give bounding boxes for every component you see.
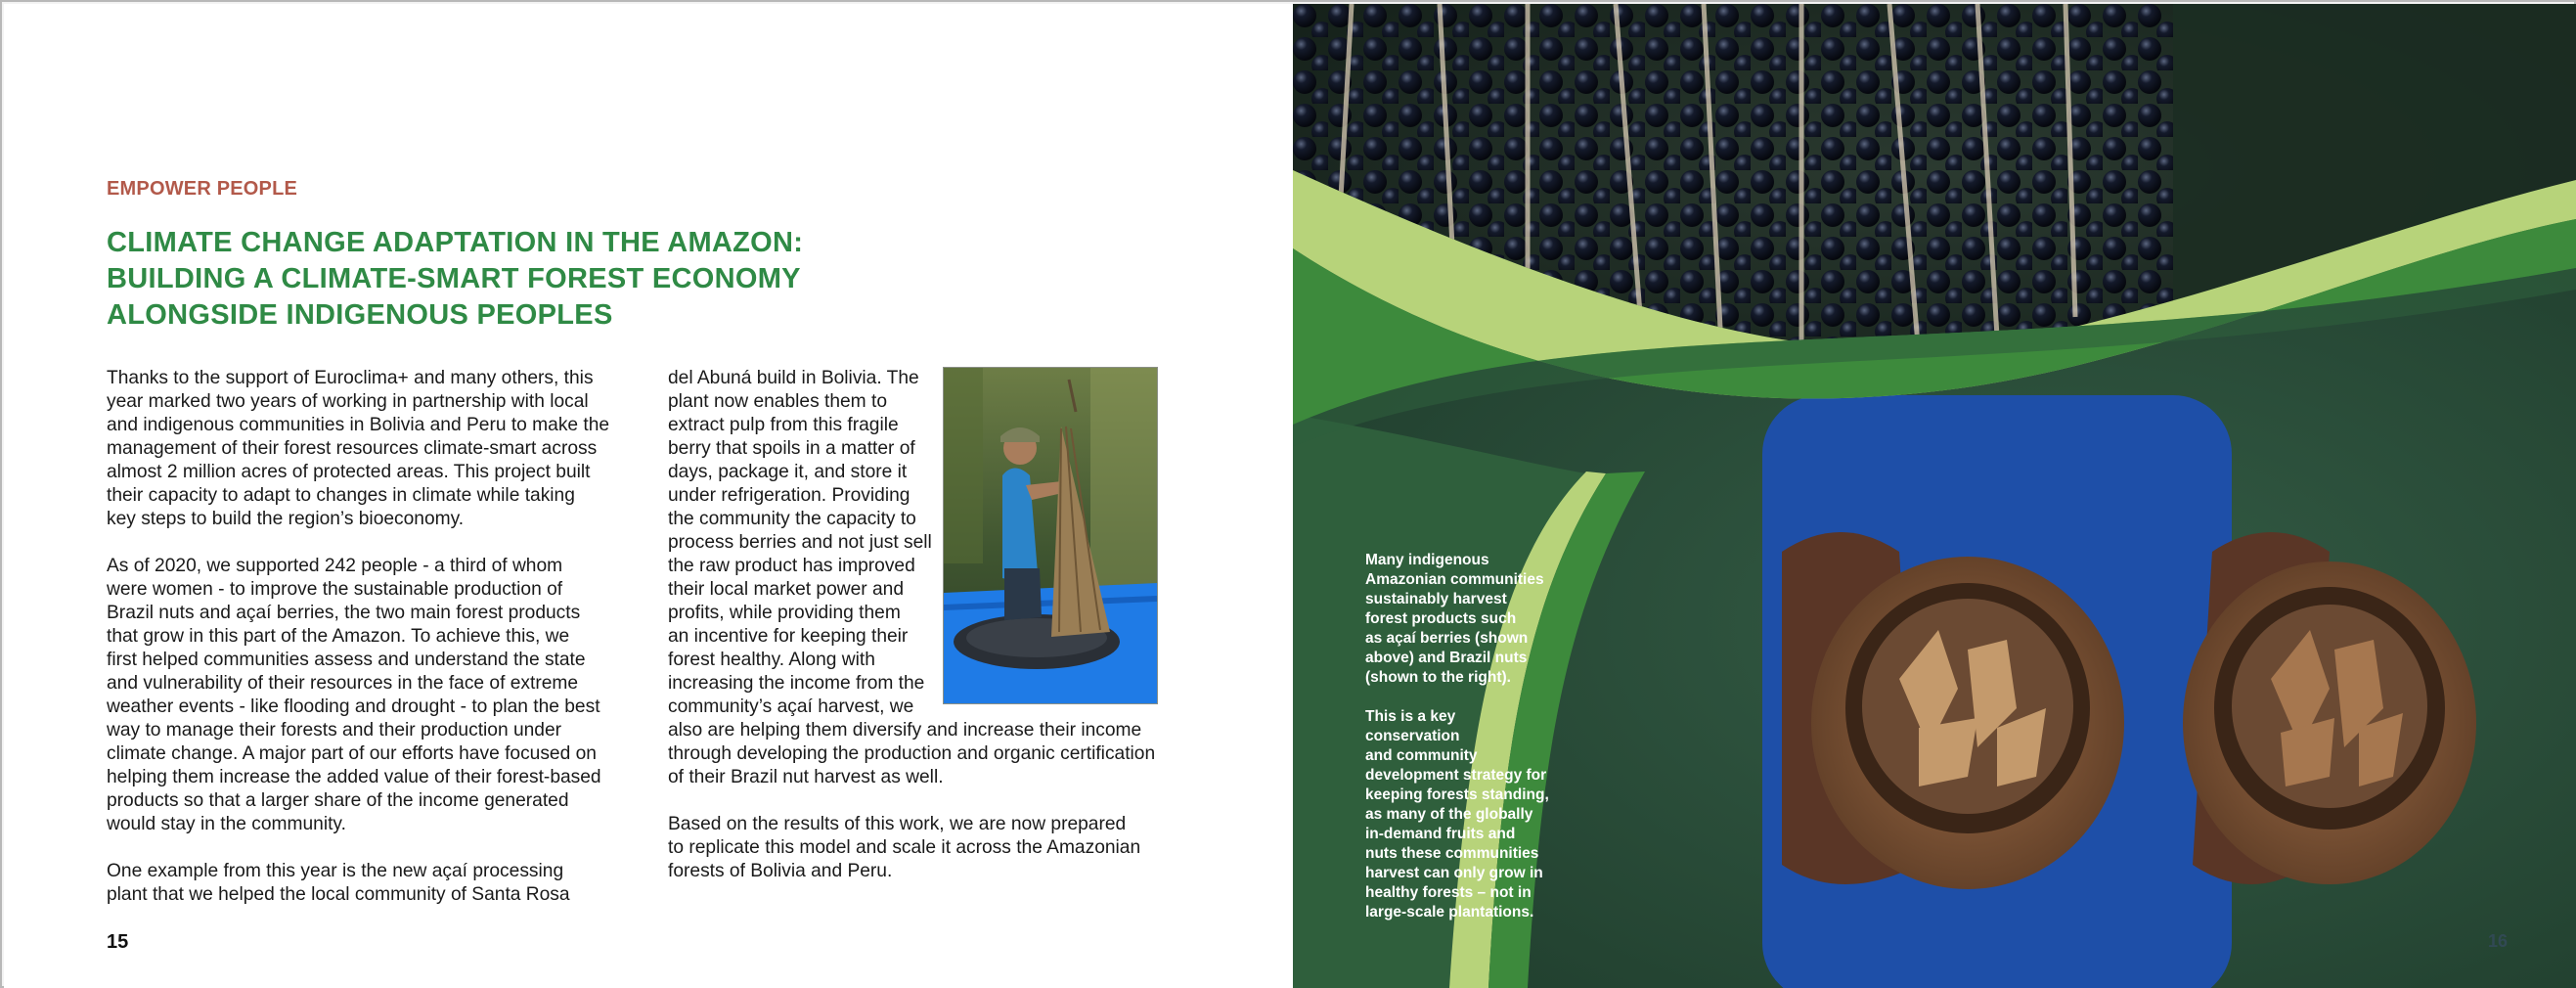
body-paragraph: del Abuná build in Bolivia. The plant now enables them to extract pulp from this fragile berry that spoils in a matter of days, package it, and store it under refrigeration. Providing the community the capacity to process berries and not just sell the raw product has improved their local market power and profits, while providing them an incentive for keeping their forest healthy. Along with increasing the income from the community’s açaí harvest, we also are helping them diversify and increase their income through developing the production and organic certification of their Brazil nut harvest as well. — [668, 368, 1156, 787]
page-headline — [107, 225, 987, 334]
page-number: 15 — [107, 931, 129, 953]
section-kicker: EMPOWER PEOPLE — [107, 178, 298, 200]
farmer-photo — [943, 367, 1158, 704]
photo-caption — [1365, 551, 1551, 942]
body-column-1 — [107, 367, 615, 930]
headline-line-1: CLIMATE CHANGE ADAPTATION IN THE AMAZON: — [107, 227, 804, 258]
headline-line-3: ALONGSIDE INDIGENOUS PEOPLES — [107, 299, 613, 331]
body-paragraph: Based on the results of this work, we are now prepared to replicate this model and scale it across the Amazonian forests of Bolivia and Peru. — [668, 814, 1141, 881]
headline-line-2: BUILDING A CLIMATE-SMART FOREST ECONOMY — [107, 263, 801, 294]
body-paragraph: As of 2020, we supported 242 people - a third of whom were women - to improve the sustainable production of Brazil nuts and açaí berries, the two main forest products that grow in this part of the Amazon. To achieve this, we first helped communities assess and understand the state and vulnerability of their resources in the face of extreme weather events - like flooding and drought - to plan the best way to manage their forests and their production under climate change. A major part of our efforts have focused on helping them increase the added value of their forest-based products so that a larger share of the income generated would stay in the community. — [107, 556, 601, 834]
page-number: 16 — [2488, 931, 2509, 951]
body-paragraph: Thanks to the support of Euroclima+ and many others, this year marked two years of working in partnership with local and indigenous communities in Bolivia and Peru to make the management of their forest resources climate-smart across almost 2 million acres of protected areas. This project built their capacity to adapt to changes in climate while taking key steps to build the region’s bioeconomy. — [107, 368, 610, 529]
farmer-photo-illustration — [944, 368, 1157, 703]
caption-paragraph: Many indigenous Amazonian communities sustainably harvest forest products such as açaí berries (shown above) and Brazil nuts (shown to the right). — [1365, 552, 1544, 686]
caption-paragraph: This is a key conservation and community development strategy for keeping forests standing, as many of the globally in-demand fruits and nuts these communities harvest can only grow in healthy forests – not in large-scale plantations. — [1365, 708, 1549, 921]
left-page — [4, 4, 1293, 988]
right-page — [1293, 4, 2576, 988]
body-paragraph: One example from this year is the new açaí processing plant that we helped the local community of Santa Rosa — [107, 861, 570, 905]
